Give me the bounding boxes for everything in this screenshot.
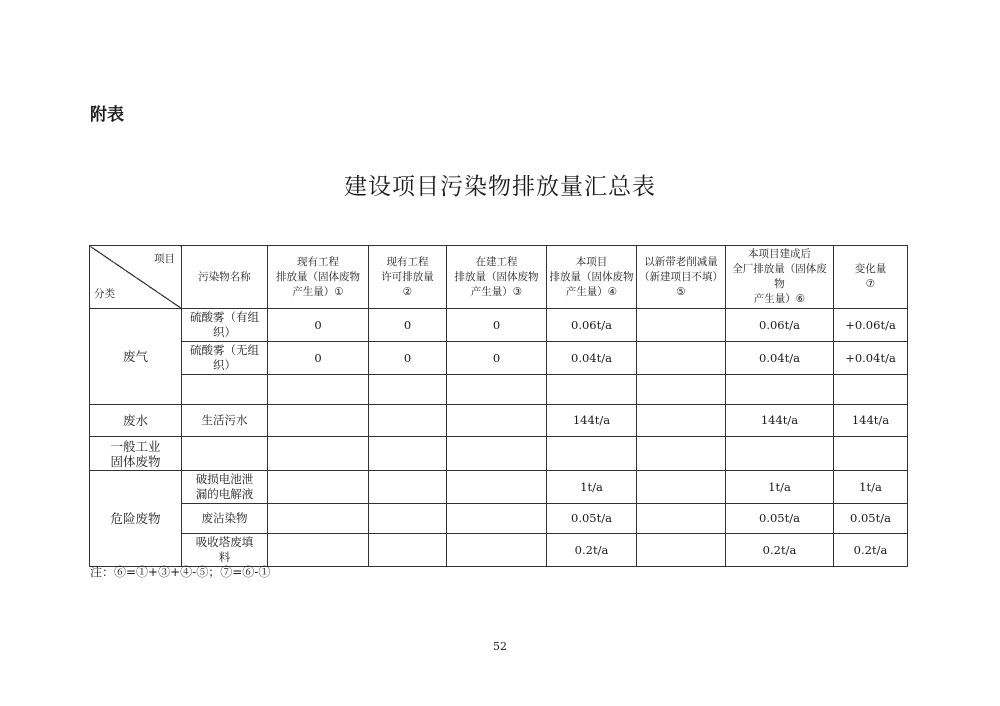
pollutant-name: 吸收塔废填 料 bbox=[182, 534, 268, 567]
empty-cell bbox=[447, 405, 547, 437]
empty-cell bbox=[637, 504, 726, 534]
empty-cell bbox=[726, 437, 834, 471]
appendix-label: 附表 bbox=[90, 105, 124, 125]
cell-under-construction: 0 bbox=[447, 342, 547, 375]
empty-cell bbox=[726, 375, 834, 405]
header-existing-emission: 现有工程 排放量（固体废物 产生量）① bbox=[268, 246, 369, 309]
empty-cell bbox=[268, 375, 369, 405]
category-general-solid-waste: 一般工业 固体废物 bbox=[90, 437, 182, 471]
header-under-construction: 在建工程 排放量（固体废物 产生量）③ bbox=[447, 246, 547, 309]
empty-cell bbox=[369, 375, 447, 405]
cell-plant-total: 0.06t/a bbox=[726, 309, 834, 342]
table-row bbox=[90, 405, 908, 437]
category-wastewater: 废水 bbox=[90, 405, 182, 437]
corner-header bbox=[90, 246, 182, 309]
table-row bbox=[90, 437, 908, 471]
cell-plant-total: 0.04t/a bbox=[726, 342, 834, 375]
cell-change: 0.05t/a bbox=[834, 504, 908, 534]
header-existing-permitted: 现有工程 许可排放量 ② bbox=[369, 246, 447, 309]
document-title: 建设项目污染物排放量汇总表 bbox=[344, 174, 656, 200]
empty-cell bbox=[547, 375, 637, 405]
table-row bbox=[90, 375, 908, 405]
cell-this-project: 0.06t/a bbox=[547, 309, 637, 342]
empty-cell bbox=[834, 375, 908, 405]
cell-existing-emission: 0 bbox=[268, 342, 369, 375]
empty-cell bbox=[369, 504, 447, 534]
empty-cell bbox=[547, 437, 637, 471]
empty-cell bbox=[637, 471, 726, 504]
empty-cell bbox=[637, 534, 726, 567]
cell-this-project: 0.05t/a bbox=[547, 504, 637, 534]
table-row bbox=[90, 309, 908, 342]
empty-cell bbox=[182, 437, 268, 471]
cell-change: 0.2t/a bbox=[834, 534, 908, 567]
header-plant-total: 本项目建成后 全厂排放量（固体废物 产生量）⑥ bbox=[726, 246, 834, 309]
header-pollutant-name: 污染物名称 bbox=[182, 246, 268, 309]
header-reduction: 以新带老削减量 （新建项目不填） ⑤ bbox=[637, 246, 726, 309]
empty-cell bbox=[268, 534, 369, 567]
header-change: 变化量 ⑦ bbox=[834, 246, 908, 309]
table-row bbox=[90, 471, 908, 504]
cell-plant-total: 0.2t/a bbox=[726, 534, 834, 567]
cell-existing-emission: 0 bbox=[268, 309, 369, 342]
empty-cell bbox=[447, 534, 547, 567]
cell-existing-permitted: 0 bbox=[369, 309, 447, 342]
cell-change: 144t/a bbox=[834, 405, 908, 437]
empty-cell bbox=[182, 375, 268, 405]
category-exhaust: 废气 bbox=[90, 309, 182, 405]
table-row bbox=[90, 534, 908, 567]
cell-this-project: 144t/a bbox=[547, 405, 637, 437]
corner-category-label: 分类 bbox=[94, 288, 115, 300]
empty-cell bbox=[447, 375, 547, 405]
cell-under-construction: 0 bbox=[447, 309, 547, 342]
cell-plant-total: 1t/a bbox=[726, 471, 834, 504]
cell-change: 1t/a bbox=[834, 471, 908, 504]
empty-cell bbox=[268, 437, 369, 471]
table-row bbox=[90, 504, 908, 534]
cell-reduction bbox=[637, 342, 726, 375]
cell-reduction bbox=[637, 309, 726, 342]
cell-this-project: 0.2t/a bbox=[547, 534, 637, 567]
pollutant-name: 破损电池泄 漏的电解液 bbox=[182, 471, 268, 504]
cell-plant-total: 144t/a bbox=[726, 405, 834, 437]
cell-change: +0.06t/a bbox=[834, 309, 908, 342]
category-hazardous-waste: 危险废物 bbox=[90, 471, 182, 567]
empty-cell bbox=[637, 375, 726, 405]
cell-this-project: 0.04t/a bbox=[547, 342, 637, 375]
empty-cell bbox=[268, 405, 369, 437]
pollutant-name: 硫酸雾（无组 织） bbox=[182, 342, 268, 375]
cell-existing-permitted: 0 bbox=[369, 342, 447, 375]
cell-change: +0.04t/a bbox=[834, 342, 908, 375]
pollutant-name: 废沾染物 bbox=[182, 504, 268, 534]
header-row bbox=[90, 246, 908, 309]
empty-cell bbox=[637, 437, 726, 471]
empty-cell bbox=[268, 471, 369, 504]
empty-cell bbox=[369, 471, 447, 504]
pollutant-name: 生活污水 bbox=[182, 405, 268, 437]
empty-cell bbox=[447, 504, 547, 534]
empty-cell bbox=[268, 504, 369, 534]
empty-cell bbox=[369, 534, 447, 567]
empty-cell bbox=[369, 405, 447, 437]
corner-item-label: 项目 bbox=[154, 253, 175, 265]
table-note: 注：⑥=①+③+④-⑤；⑦=⑥-① bbox=[90, 565, 271, 579]
cell-plant-total: 0.05t/a bbox=[726, 504, 834, 534]
pollutant-summary-table bbox=[89, 245, 908, 567]
empty-cell bbox=[369, 437, 447, 471]
page-number: 52 bbox=[493, 640, 507, 653]
pollutant-name: 硫酸雾（有组 织） bbox=[182, 309, 268, 342]
empty-cell bbox=[834, 437, 908, 471]
cell-this-project: 1t/a bbox=[547, 471, 637, 504]
table-row bbox=[90, 342, 908, 375]
empty-cell bbox=[637, 405, 726, 437]
empty-cell bbox=[447, 437, 547, 471]
header-this-project: 本项目 排放量（固体废物 产生量）④ bbox=[547, 246, 637, 309]
empty-cell bbox=[447, 471, 547, 504]
